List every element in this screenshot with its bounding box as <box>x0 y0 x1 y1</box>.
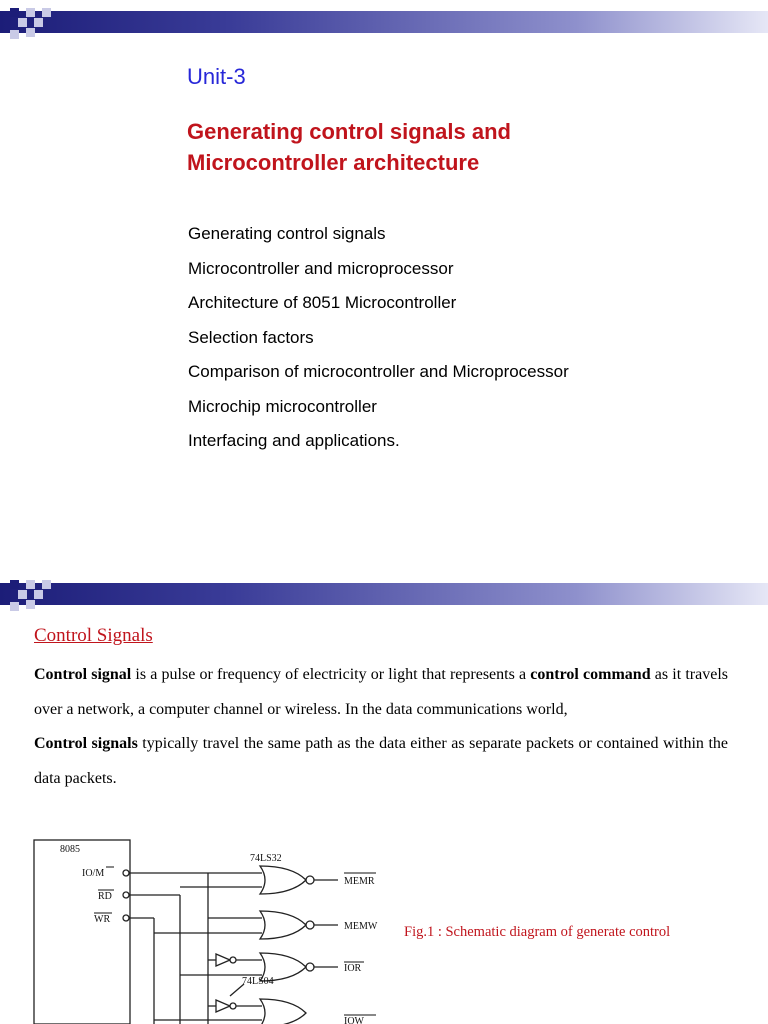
topic-item: Microcontroller and microprocessor <box>188 258 454 278</box>
output-label-memw: MEMW <box>344 921 378 932</box>
corner-squares-decoration <box>0 572 60 622</box>
pin-label-rd: RD <box>98 891 112 902</box>
topic-item: Generating control signals <box>188 224 386 243</box>
corner-squares-decoration <box>0 0 60 50</box>
paragraph <box>34 727 728 796</box>
section-heading: Control Signals <box>34 625 153 646</box>
topic-item: Selection factors <box>188 327 314 347</box>
paragraph-text: as it travels over a network, a computer channel or wireless. In the data communications world, <box>34 666 729 718</box>
header-gradient-bar <box>0 11 768 33</box>
pin-label-iom: IO/M <box>82 868 105 879</box>
inverter-part-label: 74LS04 <box>242 976 274 987</box>
or-gate-part-label: 74LS32 <box>250 853 282 864</box>
paragraph-text: is a pulse or frequency of electricity or light that represents a <box>131 666 531 683</box>
figure-caption: Fig.1 : Schematic diagram of generate control <box>404 924 671 940</box>
output-label-iow: IOW <box>344 1016 364 1024</box>
paragraph-text: typically travel the same path as the data either as separate packets or contained within the data packets. <box>34 735 728 787</box>
topic-item: Microchip microcontroller <box>188 396 377 416</box>
unit-heading: Unit-3 <box>187 64 246 89</box>
slide-2 <box>0 572 768 1024</box>
bold-term: Control signals <box>34 735 138 752</box>
slide-title-line-1: Generating control signals and <box>187 119 511 144</box>
bold-term: Control signal <box>34 666 132 683</box>
topic-item: Comparison of microcontroller and Microprocessor <box>188 362 569 381</box>
paragraph <box>34 658 728 727</box>
topic-item: Interfacing and applications. <box>188 431 400 450</box>
header-gradient-bar <box>0 583 768 605</box>
output-label-memr: MEMR <box>344 876 375 887</box>
control-signal-schematic <box>30 834 410 1024</box>
chip-label: 8085 <box>60 844 80 855</box>
body-text <box>34 658 728 796</box>
bold-term: control command <box>530 666 651 683</box>
slide-title <box>187 116 511 178</box>
pin-label-wr: WR <box>94 914 111 925</box>
slide-title-line-2: Microcontroller architecture <box>187 150 480 175</box>
topic-list <box>188 223 569 465</box>
output-label-ior: IOR <box>344 963 362 974</box>
topic-item: Architecture of 8051 Microcontroller <box>188 293 457 312</box>
